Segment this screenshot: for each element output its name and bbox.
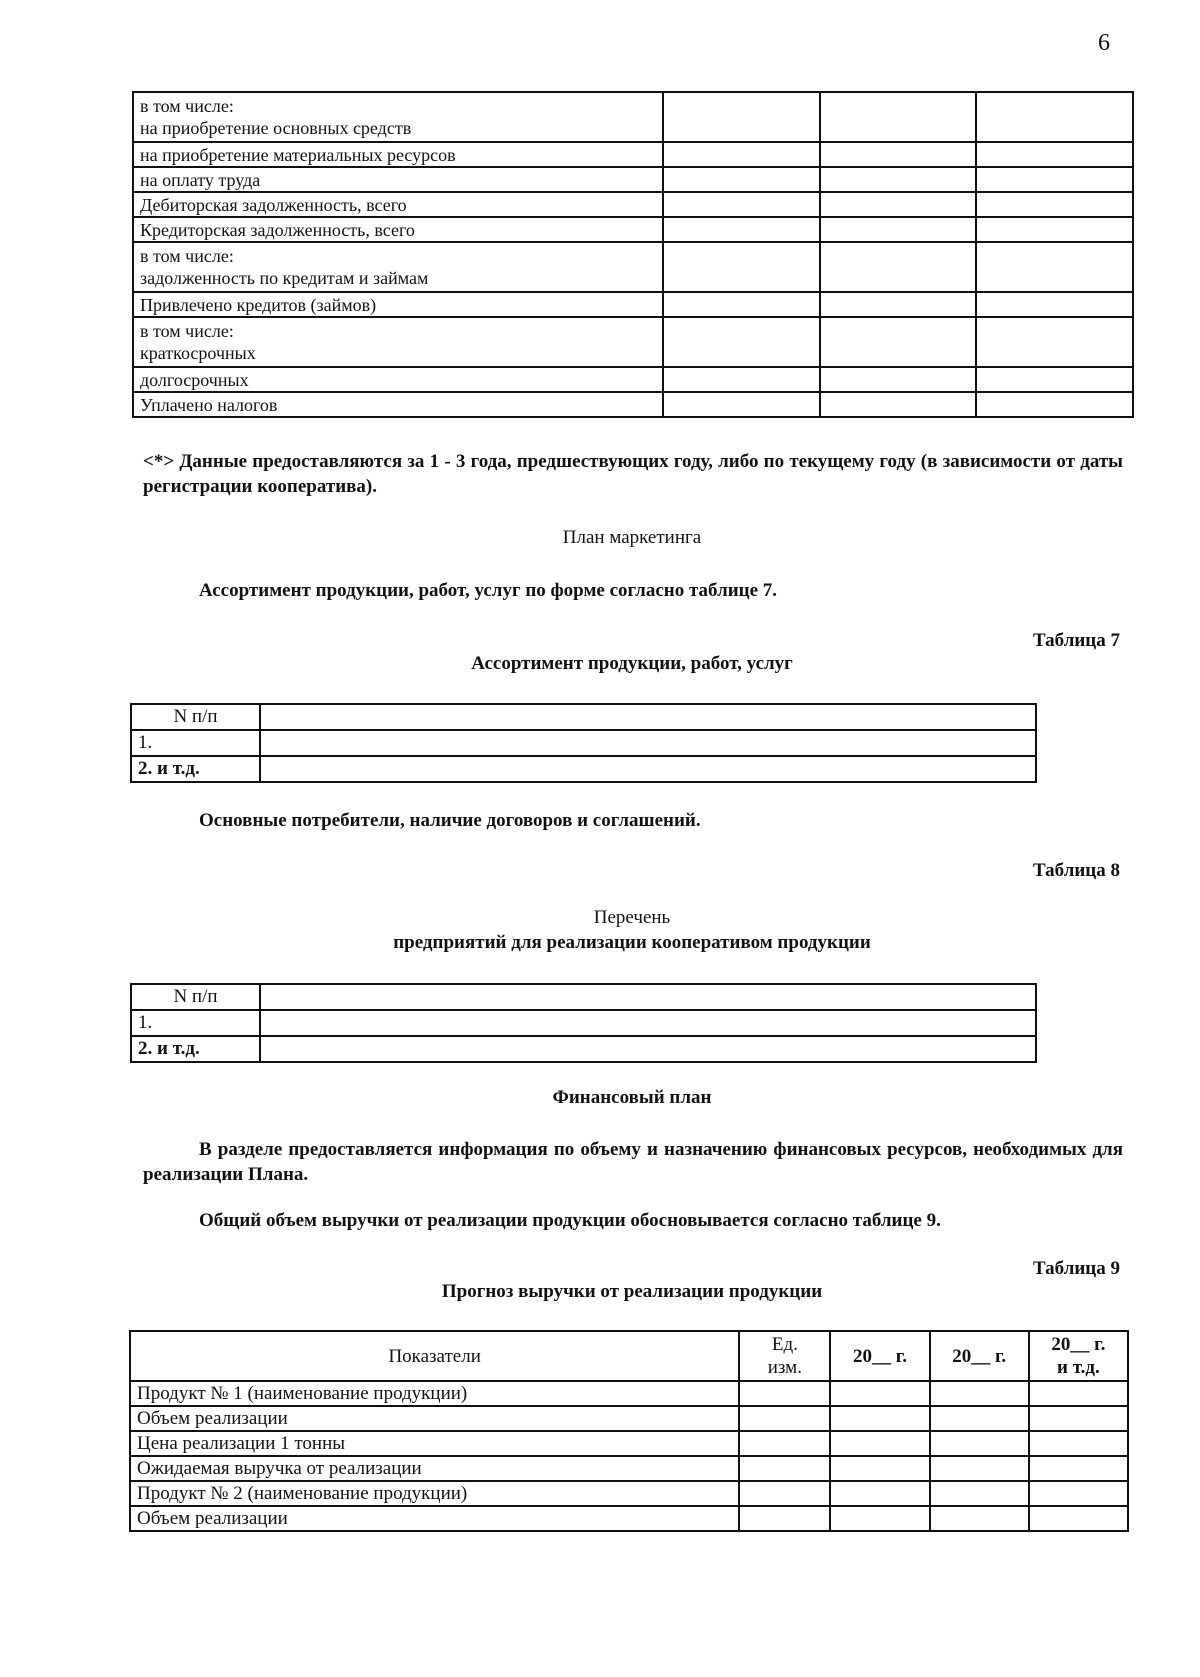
row-label: Кредиторская задолженность, всего [133,217,663,242]
value-cell [1029,1431,1128,1456]
row-label: Объем реализации [130,1506,739,1531]
page-number: 6 [1098,30,1110,56]
value-cell [663,392,820,417]
value-cell [1029,1381,1128,1406]
header-unit: Ед. изм. [739,1331,830,1381]
row-label: Дебиторская задолженность, всего [133,192,663,217]
value-cell [739,1431,830,1456]
value-cell [820,392,977,417]
table-8-title-line1: Перечень [593,907,671,928]
table-row [131,704,1036,730]
value-cell [1029,1481,1128,1506]
value-cell [739,1406,830,1431]
value-cell [830,1431,929,1456]
value-cell [976,192,1133,217]
row-label: Цена реализации 1 тонны [130,1431,739,1456]
table-cell [260,1010,1036,1036]
table-cell [260,1036,1036,1062]
table-cell: 2. и т.д. [131,1036,260,1062]
value-cell [663,167,820,192]
table-cell [260,984,1036,1010]
row-label: на приобретение материальных ресурсов [133,142,663,167]
table-row [133,92,1133,142]
row-label: Объем реализации [130,1406,739,1431]
header-year-1: 20__ г. [830,1331,929,1381]
value-cell [663,367,820,392]
table-row [133,217,1133,242]
value-cell [1029,1456,1128,1481]
value-cell [1029,1506,1128,1531]
value-cell [830,1456,929,1481]
table-9 [129,1330,1129,1532]
table-cell: 2. и т.д. [131,756,260,782]
table-row [133,392,1133,417]
value-cell [663,242,820,292]
consumers-text: Основные потребители, наличие договоров и соглашений. [199,810,701,831]
table-9-label: Таблица 9 [1032,1258,1120,1279]
table-row [130,1506,1128,1531]
value-cell [663,142,820,167]
value-cell [976,392,1133,417]
finance-para2: Общий объем выручки от реализации продукции обосновывается согласно таблице 9. [199,1210,941,1231]
table-cell [260,756,1036,782]
table-cell: N п/п [131,984,260,1010]
value-cell [820,242,977,292]
section-heading-finance: Финансовый план [552,1087,712,1108]
value-cell [820,292,977,317]
value-cell [976,367,1133,392]
value-cell [930,1406,1029,1431]
value-cell [930,1456,1029,1481]
table-row [131,1010,1036,1036]
value-cell [663,192,820,217]
table-cell: N п/п [131,704,260,730]
table-row [133,317,1133,367]
table-row [130,1381,1128,1406]
value-cell [976,242,1133,292]
table-cell: 1. [131,1010,260,1036]
table-7 [130,703,1037,783]
table-row [130,1406,1128,1431]
value-cell [820,192,977,217]
marketing-intro: Ассортимент продукции, работ, услуг по форме согласно таблице 7. [199,580,778,601]
value-cell [739,1481,830,1506]
table-row [131,730,1036,756]
row-label: в том числе: на приобретение основных средств [133,92,663,142]
table-cell [260,730,1036,756]
value-cell [820,367,977,392]
value-cell [830,1381,929,1406]
table-header-row [130,1331,1128,1381]
value-cell [820,317,977,367]
value-cell [830,1506,929,1531]
row-label: в том числе: задолженность по кредитам и займам [133,242,663,292]
table-8-label: Таблица 8 [1032,860,1120,881]
value-cell [976,92,1133,142]
table-row [133,142,1133,167]
row-label: долгосрочных [133,367,663,392]
row-label: Продукт № 2 (наименование продукции) [130,1481,739,1506]
value-cell [739,1456,830,1481]
table-row [130,1456,1128,1481]
row-label: Привлечено кредитов (займов) [133,292,663,317]
row-label: в том числе: краткосрочных [133,317,663,367]
value-cell [930,1431,1029,1456]
value-cell [930,1481,1029,1506]
table-row [133,192,1133,217]
row-label: на оплату труда [133,167,663,192]
value-cell [976,292,1133,317]
table-row [133,292,1133,317]
value-cell [663,92,820,142]
header-indicators: Показатели [130,1331,739,1381]
table-7-label: Таблица 7 [1032,630,1120,651]
value-cell [739,1381,830,1406]
value-cell [739,1506,830,1531]
table-row [131,756,1036,782]
value-cell [830,1406,929,1431]
row-label: Ожидаемая выручка от реализации [130,1456,739,1481]
footnote: <*> Данные предоставляются за 1 - 3 года, предшествующих году, либо по текущему году (в зависимости от даты регистрации кооператива). [143,451,1123,497]
value-cell [976,317,1133,367]
value-cell [976,217,1133,242]
value-cell [820,92,977,142]
table-row [133,367,1133,392]
value-cell [663,317,820,367]
table-9-title: Прогноз выручки от реализации продукции [441,1281,823,1302]
value-cell [820,217,977,242]
table-cell: 1. [131,730,260,756]
table-row [133,167,1133,192]
table-row [131,984,1036,1010]
value-cell [930,1381,1029,1406]
section-heading-marketing: План маркетинга [562,527,702,548]
finance-para1: В разделе предоставляется информация по объему и назначению финансовых ресурсов, необходимых для реализации Плана. [143,1139,1123,1185]
value-cell [663,292,820,317]
value-cell [830,1481,929,1506]
table-8 [130,983,1037,1063]
table-row [131,1036,1036,1062]
value-cell [663,217,820,242]
value-cell [820,142,977,167]
table-7-title: Ассортимент продукции, работ, услуг [471,653,793,674]
header-year-3: 20__ г. и т.д. [1029,1331,1128,1381]
table-cell [260,704,1036,730]
value-cell [976,167,1133,192]
table-row [133,242,1133,292]
row-label: Уплачено налогов [133,392,663,417]
row-label: Продукт № 1 (наименование продукции) [130,1381,739,1406]
table-8-title-line2: предприятий для реализации кооперативом продукции [393,932,871,953]
table-row [130,1431,1128,1456]
value-cell [976,142,1133,167]
header-year-2: 20__ г. [930,1331,1029,1381]
table-6-continuation [132,91,1134,418]
value-cell [930,1506,1029,1531]
table-row [130,1481,1128,1506]
value-cell [1029,1406,1128,1431]
value-cell [820,167,977,192]
